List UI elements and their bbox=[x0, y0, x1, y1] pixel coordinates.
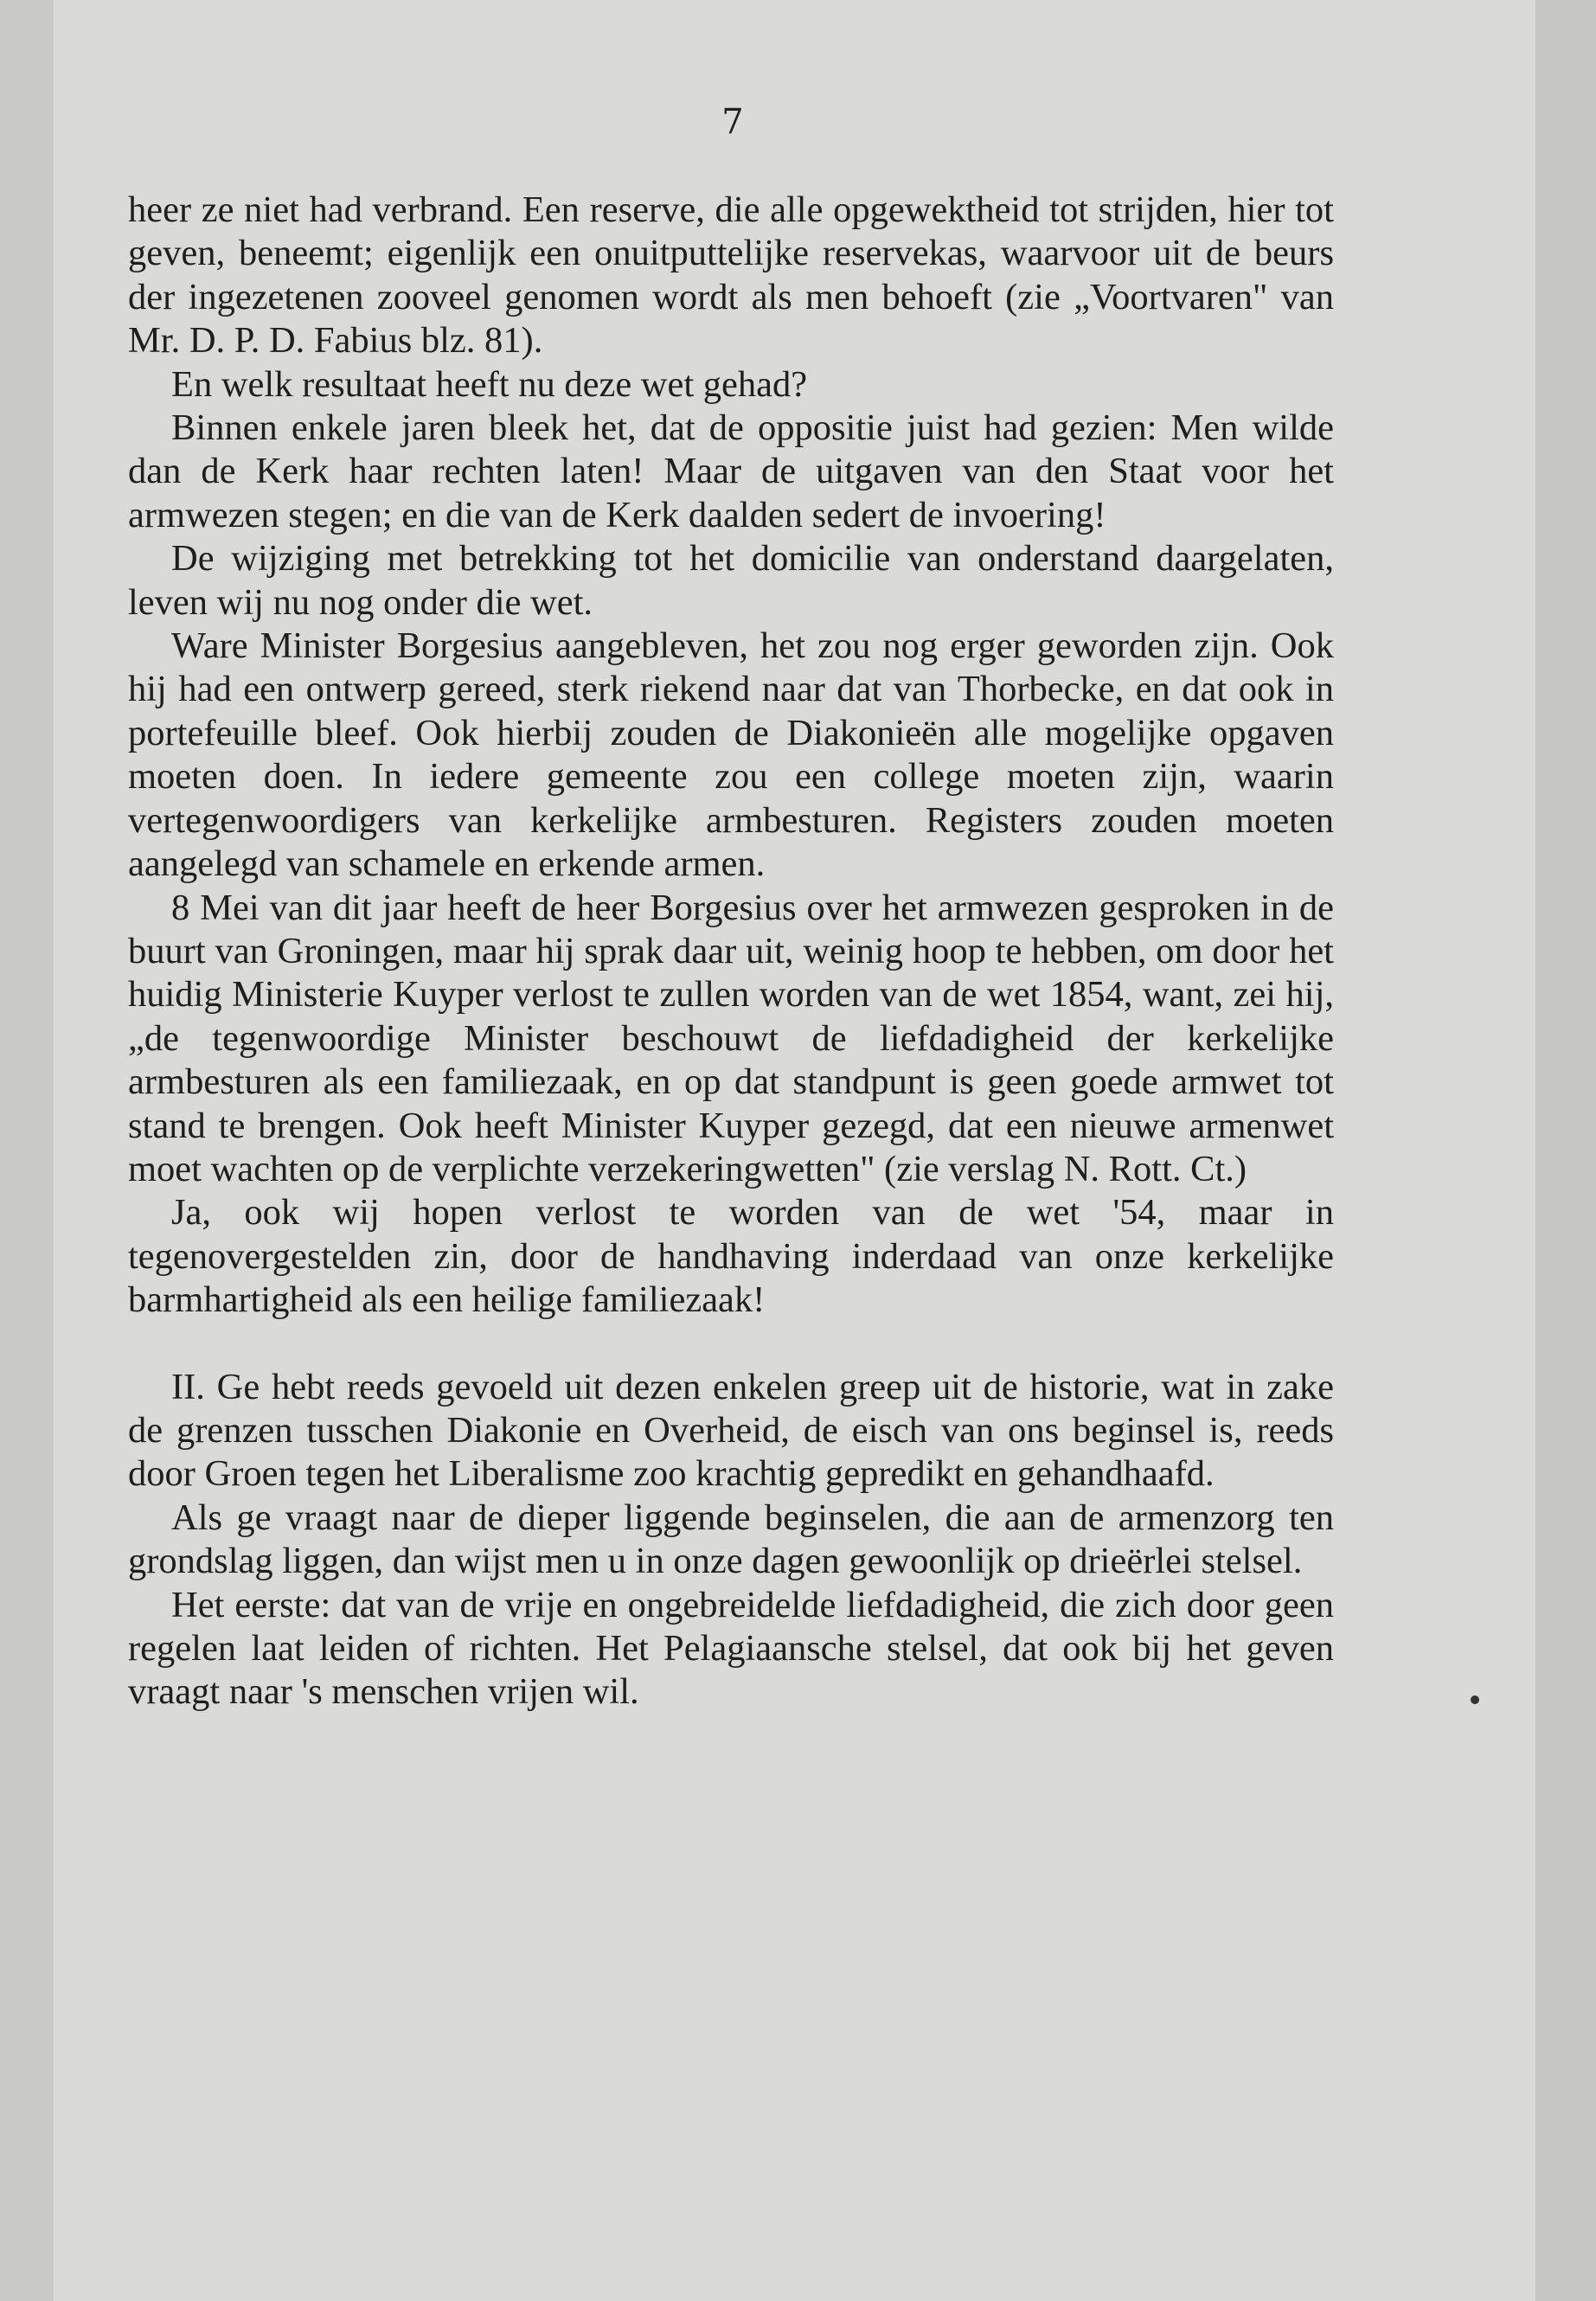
paragraph: Ware Minister Borgesius aangebleven, het zou nog erger geworden zijn. Ook hij had een ontwerp gereed, sterk riekend naar dat van Thorbecke, en dat ook in portefeuille bleef. Ook hierbij zouden de Diakonieën alle mogelijke opgaven moeten doen. In iedere gemeente zou een college moeten zijn, waarin vertegenwoordigers van kerkelijke armbesturen. Registers zouden moeten aangelegd van schamele en erkende armen. bbox=[128, 625, 1334, 885]
margin-dot bbox=[1471, 1695, 1479, 1704]
body-text bbox=[128, 189, 1334, 1715]
paragraph: 8 Mei van dit jaar heeft de heer Borgesius over het armwezen gesproken in de buurt van Groningen, maar hij sprak daar uit, weinig hoop te hebben, om door het huidig Ministerie Kuyper verlost te zullen worden van de wet 1854, want, zei hij, „de tegenwoordige Minister beschouwt de liefdadigheid der kerkelijke armbesturen als een familiezaak, en op dat standpunt is geen goede armwet tot stand te brengen. Ook heeft Minister Kuyper gezegd, dat een nieuwe armenwet moet wachten op de verplichte verzekeringwetten" (zie verslag N. Rott. Ct.) bbox=[128, 887, 1334, 1189]
paragraph: Ja, ook wij hopen verlost te worden van de wet '54, maar in tegenovergestelden zin, door de handhaving inderdaad van onze kerkelijke barmhartigheid als een heilige familiezaak! bbox=[128, 1192, 1334, 1321]
page-number: 7 bbox=[721, 102, 744, 142]
paragraph: Binnen enkele jaren bleek het, dat de oppositie juist had gezien: Men wilde dan de Kerk haar rechten laten! Maar de uitgaven van den Staat voor het armwezen stegen; en die van de Kerk daalden sedert de invoering! bbox=[128, 407, 1334, 535]
paragraph-continuation: heer ze niet had verbrand. Een reserve, die alle opgewektheid tot strijden, hier tot geven, beneemt; eigenlijk een onuitputtelijke reservekas, waarvoor uit de beurs der ingezetenen zooveel genomen wordt als men behoeft (zie „Voortvaren" van Mr. D. P. D. Fabius blz. 81). bbox=[128, 189, 1334, 362]
paragraph: En welk resultaat heeft nu deze wet gehad? bbox=[171, 363, 808, 405]
scan-border-right bbox=[1535, 0, 1596, 2301]
paragraph: De wijziging met betrekking tot het domicilie van onderstand daargelaten, leven wij nu nog onder die wet. bbox=[128, 538, 1334, 623]
section-paragraph: II. Ge hebt reeds gevoeld uit dezen enkelen greep uit de historie, wat in zake de grenzen tusschen Diakonie en Overheid, de eisch van ons beginsel is, reeds door Groen tegen het Liberalisme zoo krachtig gepredikt en gehandhaafd. bbox=[128, 1366, 1334, 1495]
paragraph: Het eerste: dat van de vrije en ongebreidelde liefdadigheid, die zich door geen regelen laat leiden of richten. Het Pelagiaansche stelsel, dat ook bij het geven vraagt naar 's menschen vrijen wil. bbox=[128, 1584, 1334, 1713]
book-page bbox=[54, 0, 1535, 2301]
paragraph: Als ge vraagt naar de dieper liggende beginselen, die aan de armenzorg ten grondslag liggen, dan wijst men u in onze dagen gewoonlijk op drieërlei stelsel. bbox=[128, 1497, 1334, 1582]
scan-border-left bbox=[0, 0, 54, 2301]
